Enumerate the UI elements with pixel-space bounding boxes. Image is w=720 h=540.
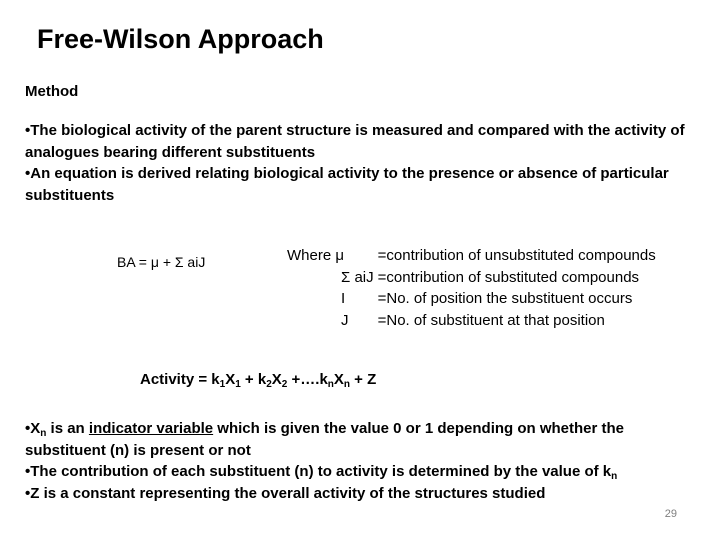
explanation-bullets (25, 418, 685, 504)
method-heading: Method (25, 83, 79, 100)
page-number: 29 (664, 508, 677, 520)
bullet-contribution: •The contribution of each substituent (n) to activity is determined by the value of $k_n$ (25, 463, 618, 482)
bullet-equation-derived: •An equation is derived relating biological activity to the presence or absence of particular substituents (25, 165, 669, 204)
bullet-constant-z: •Z is a constant representing the overall activity of the structures studied (25, 484, 546, 502)
slide-title: Free-Wilson Approach (37, 24, 324, 54)
definition-row (287, 288, 656, 310)
definition-symbol: J (341, 311, 349, 329)
definition-row (287, 267, 656, 289)
definition-text: =contribution of unsubstituted compounds (377, 247, 656, 265)
definition-text: =No. of position the substituent occurs (377, 290, 633, 308)
bullet-parent-structure: •The biological activity of the parent structure is measured and compared with the activity of analogues bearing different substituents (25, 122, 685, 161)
free-wilson-equation: BA = μ + Σ aiJ (117, 254, 206, 270)
definition-text: =No. of substituent at that position (377, 311, 605, 329)
definition-symbol: I (341, 290, 346, 308)
definition-text: =contribution of substituted compounds (377, 268, 640, 286)
definition-row (287, 310, 656, 332)
indicator-variable-term: indicator variable (88, 420, 214, 437)
definition-symbol: Where μ (287, 247, 344, 265)
where-definitions (287, 245, 656, 331)
definition-symbol: Σ aiJ (341, 268, 374, 286)
intro-bullets (25, 120, 685, 206)
bullet-indicator-variable: $•X_n$ is an indicator variable which is given the value 0 or 1 depending on whether the substituent (n) is present or not (25, 420, 625, 459)
activity-equation: Activity = $k_1X_1 + k_2X_2$ $+\dots.k_nX_n + Z$ (140, 371, 377, 390)
definition-row (287, 245, 656, 267)
